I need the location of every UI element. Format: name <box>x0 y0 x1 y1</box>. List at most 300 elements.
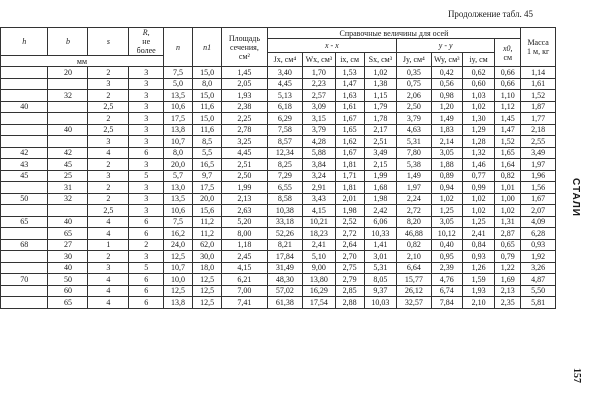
table-cell: 12,5 <box>193 297 222 309</box>
header-row-1 <box>1 28 556 39</box>
table-row <box>1 239 556 251</box>
table-cell: 5,31 <box>364 262 396 274</box>
area-header-line1: Площадь <box>228 33 261 43</box>
table-cell: 1,41 <box>364 239 396 251</box>
table-cell: 45 <box>1 170 48 182</box>
table-row <box>1 262 556 274</box>
table-cell: 1,92 <box>521 251 556 263</box>
table-cell: 1,29 <box>462 124 494 136</box>
area-header <box>222 28 267 67</box>
table-cell: 13,80 <box>303 274 335 286</box>
table-row <box>1 193 556 205</box>
table-cell <box>48 136 88 148</box>
table-cell: 40 <box>48 124 88 136</box>
table-cell: 1,97 <box>521 159 556 171</box>
table-cell: 1,98 <box>364 193 396 205</box>
table-cell: 2 <box>88 67 129 79</box>
table-cell: 65 <box>1 216 48 228</box>
table-cell: 8,05 <box>364 274 396 286</box>
table-cell: 6,64 <box>397 262 432 274</box>
table-cell: 3,49 <box>521 147 556 159</box>
table-cell: 7,5 <box>163 67 192 79</box>
table-cell: 6,06 <box>364 216 396 228</box>
table-cell: 1,70 <box>303 67 335 79</box>
table-cell: 1,15 <box>364 90 396 102</box>
table-cell: 20,0 <box>193 193 222 205</box>
table-cell: 0,82 <box>397 239 432 251</box>
table-cell: 3,25 <box>222 136 267 148</box>
r-header-line1: R, <box>142 28 150 37</box>
table-cell: 62,0 <box>193 239 222 251</box>
table-cell: 0,99 <box>462 182 494 194</box>
table-cell: 0,84 <box>462 239 494 251</box>
table-cell: 2,01 <box>335 193 364 205</box>
table-cell: 0,94 <box>431 182 462 194</box>
table-cell: 3 <box>129 124 164 136</box>
table-cell <box>1 297 48 309</box>
table-cell: 45 <box>48 159 88 171</box>
table-cell: 2,52 <box>335 216 364 228</box>
table-cell: 32,57 <box>397 297 432 309</box>
table-cell: 1,22 <box>495 262 521 274</box>
table-row <box>1 78 556 90</box>
table-cell: 2,42 <box>364 205 396 217</box>
table-cell: 48,30 <box>267 274 303 286</box>
table-cell: 0,42 <box>431 67 462 79</box>
table-cell: 10,0 <box>163 274 192 286</box>
table-cell: 43 <box>1 159 48 171</box>
table-cell: 8,0 <box>163 147 192 159</box>
table-cell: 2,51 <box>222 159 267 171</box>
table-cell: 57,02 <box>267 285 303 297</box>
table-cell: 8,0 <box>193 78 222 90</box>
table-cell: 3 <box>129 205 164 217</box>
r-header-line3: более <box>136 46 156 55</box>
table-cell: 5,81 <box>521 297 556 309</box>
table-cell: 2,17 <box>364 124 396 136</box>
table-cell: 2,50 <box>222 170 267 182</box>
table-cell: 60 <box>48 285 88 297</box>
table-cell: 61,38 <box>267 297 303 309</box>
table-cell: 10,7 <box>163 262 192 274</box>
table-cell: 3,01 <box>364 251 396 263</box>
table-cell: 20,0 <box>163 159 192 171</box>
table-cell: 1,25 <box>462 216 494 228</box>
table-cell: 4 <box>88 147 129 159</box>
table-cell: 17,5 <box>193 182 222 194</box>
table-cell: 1,12 <box>495 101 521 113</box>
table-row <box>1 182 556 194</box>
table-cell: 1,67 <box>335 147 364 159</box>
table-cell: 1 <box>88 239 129 251</box>
table-cell: 32 <box>48 90 88 102</box>
n1-header: n1 <box>193 28 222 67</box>
table-cell: 6 <box>129 147 164 159</box>
table-cell: 2,5 <box>88 101 129 113</box>
table-cell: 3,26 <box>521 262 556 274</box>
table-cell: 0,75 <box>397 78 432 90</box>
table-cell: 1,02 <box>431 193 462 205</box>
table-cell: 5 <box>129 170 164 182</box>
table-cell <box>1 285 48 297</box>
wy-header: Wy, см³ <box>431 53 462 67</box>
table-cell: 12,5 <box>193 274 222 286</box>
table-cell: 1,69 <box>495 274 521 286</box>
table-cell: 2,24 <box>397 193 432 205</box>
table-cell: 4,28 <box>303 136 335 148</box>
table-cell: 2,64 <box>335 239 364 251</box>
table-cell: 2,39 <box>431 262 462 274</box>
table-cell: 3,40 <box>267 67 303 79</box>
table-cell: 65 <box>48 297 88 309</box>
table-cell: 16,29 <box>303 285 335 297</box>
table-cell: 10,6 <box>163 205 192 217</box>
table-cell: 2 <box>88 251 129 263</box>
table-cell: 3 <box>88 262 129 274</box>
table-cell: 5,7 <box>163 170 192 182</box>
table-cell: 2,57 <box>303 90 335 102</box>
table-cell: 1,02 <box>462 205 494 217</box>
table-cell: 2,70 <box>335 251 364 263</box>
table-cell: 1,45 <box>222 67 267 79</box>
table-row <box>1 136 556 148</box>
table-cell: 13,8 <box>163 124 192 136</box>
table-cell: 5,31 <box>397 136 432 148</box>
table-cell: 5,13 <box>267 90 303 102</box>
table-cell: 2 <box>88 193 129 205</box>
table-cell: 2,07 <box>521 205 556 217</box>
table-cell: 11,6 <box>193 101 222 113</box>
table-cell: 4,09 <box>521 216 556 228</box>
table-cell: 26,12 <box>397 285 432 297</box>
table-cell: 2,10 <box>462 297 494 309</box>
table-cell: 1,14 <box>521 67 556 79</box>
table-cell: 4 <box>88 216 129 228</box>
n-header: n <box>163 28 192 67</box>
table-cell: 2 <box>129 239 164 251</box>
page-number: 157 <box>571 368 582 383</box>
table-cell: 2,87 <box>495 228 521 240</box>
table-cell: 1,32 <box>462 147 494 159</box>
table-cell: 2,88 <box>335 297 364 309</box>
table-cell: 17,5 <box>163 113 192 125</box>
table-cell: 1,79 <box>364 101 396 113</box>
table-cell: 1,53 <box>335 67 364 79</box>
table-cell: 0,98 <box>431 90 462 102</box>
table-row <box>1 251 556 263</box>
table-cell: 11,2 <box>193 228 222 240</box>
area-header-line2: сечения, <box>230 42 259 52</box>
table-cell: 3 <box>129 251 164 263</box>
table-row <box>1 147 556 159</box>
table-cell <box>1 136 48 148</box>
b-header: b <box>48 28 88 56</box>
table-cell: 1,68 <box>364 182 396 194</box>
table-cell <box>1 78 48 90</box>
xx-axis-header: x - x <box>267 39 397 53</box>
x0-header <box>495 39 521 67</box>
table-cell: 8,21 <box>267 239 303 251</box>
table-cell: 31,49 <box>267 262 303 274</box>
table-cell: 11,2 <box>193 216 222 228</box>
reference-header: Справочные величины для осей <box>267 28 521 39</box>
table-cell: 9,00 <box>303 262 335 274</box>
table-cell: 3,79 <box>397 113 432 125</box>
table-cell: 3,09 <box>303 101 335 113</box>
table-cell: 2,91 <box>303 182 335 194</box>
table-cell: 6,28 <box>521 228 556 240</box>
table-cell: 0,40 <box>431 239 462 251</box>
table-cell: 1,63 <box>335 90 364 102</box>
table-cell: 10,6 <box>163 101 192 113</box>
mass-header <box>521 28 556 67</box>
table-cell: 1,93 <box>462 285 494 297</box>
table-row <box>1 113 556 125</box>
table-cell: 3,15 <box>303 113 335 125</box>
table-cell: 4,87 <box>521 274 556 286</box>
table-cell: 1,71 <box>335 170 364 182</box>
table-cell: 65 <box>48 228 88 240</box>
table-cell: 1,88 <box>431 159 462 171</box>
table-cell: 1,31 <box>495 216 521 228</box>
table-cell: 5,20 <box>222 216 267 228</box>
table-cell: 6,74 <box>431 285 462 297</box>
table-cell: 2,05 <box>222 78 267 90</box>
table-cell: 11,6 <box>193 124 222 136</box>
table-cell: 1,52 <box>521 90 556 102</box>
table-cell: 16,5 <box>193 159 222 171</box>
table-cell: 3 <box>129 113 164 125</box>
table-cell: 4 <box>88 285 129 297</box>
table-cell: 3 <box>129 67 164 79</box>
table-cell: 10,21 <box>303 216 335 228</box>
table-cell: 2,72 <box>335 228 364 240</box>
x0-header-line2: см <box>503 52 513 62</box>
table-cell: 2,10 <box>397 251 432 263</box>
table-cell: 3,05 <box>431 147 462 159</box>
table-cell: 1,02 <box>364 67 396 79</box>
table-cell: 15,0 <box>193 90 222 102</box>
table-cell: 68 <box>1 239 48 251</box>
table-cell: 6 <box>129 228 164 240</box>
table-cell <box>1 228 48 240</box>
table-cell: 0,95 <box>431 251 462 263</box>
mass-header-line1: Масса <box>527 38 549 47</box>
table-cell <box>48 101 88 113</box>
table-cell: 1,99 <box>222 182 267 194</box>
table-row <box>1 285 556 297</box>
table-cell: 2,06 <box>397 90 432 102</box>
table-cell: 1,65 <box>335 124 364 136</box>
table-cell: 1,62 <box>335 136 364 148</box>
table-cell: 17,84 <box>267 251 303 263</box>
table-cell <box>48 113 88 125</box>
table-cell: 10,38 <box>267 205 303 217</box>
table-cell: 4 <box>88 274 129 286</box>
table-cell <box>1 124 48 136</box>
table-cell: 70 <box>1 274 48 286</box>
table-cell: 1,38 <box>364 78 396 90</box>
table-cell <box>1 67 48 79</box>
table-cell: 6,18 <box>267 101 303 113</box>
table-row <box>1 228 556 240</box>
table-cell: 2,72 <box>397 205 432 217</box>
table-cell: 15,6 <box>193 205 222 217</box>
profile-table <box>0 27 556 309</box>
table-cell: 8,5 <box>193 136 222 148</box>
table-cell: 1,65 <box>495 147 521 159</box>
table-cell: 6 <box>129 216 164 228</box>
table-cell: 3 <box>88 170 129 182</box>
table-cell: 1,10 <box>495 90 521 102</box>
table-row <box>1 67 556 79</box>
table-cell: 7,00 <box>222 285 267 297</box>
table-cell: 24,0 <box>163 239 192 251</box>
table-cell: 8,58 <box>267 193 303 205</box>
table-cell: 6 <box>129 274 164 286</box>
table-cell: 2,38 <box>222 101 267 113</box>
table-cell: 10,33 <box>364 228 396 240</box>
table-cell: 7,84 <box>431 297 462 309</box>
table-cell: 2,85 <box>335 285 364 297</box>
table-cell: 8,57 <box>267 136 303 148</box>
table-cell: 1,49 <box>431 113 462 125</box>
table-cell: 2,41 <box>462 228 494 240</box>
table-cell: 1,18 <box>222 239 267 251</box>
table-cell: 4,15 <box>222 262 267 274</box>
table-cell: 2,55 <box>521 136 556 148</box>
table-cell: 2,13 <box>495 285 521 297</box>
area-header-line3: см² <box>238 51 250 61</box>
table-cell: 4,45 <box>267 78 303 90</box>
table-cell: 5,50 <box>521 285 556 297</box>
table-row <box>1 297 556 309</box>
table-cell: 8,00 <box>222 228 267 240</box>
table-cell: 15,0 <box>193 113 222 125</box>
table-cell: 2 <box>88 90 129 102</box>
mass-header-line2: 1 м, кг <box>527 47 550 56</box>
table-cell: 4,45 <box>222 147 267 159</box>
table-cell: 3 <box>129 182 164 194</box>
table-body <box>1 67 556 309</box>
table-cell: 1,26 <box>462 262 494 274</box>
table-cell <box>48 205 88 217</box>
table-cell: 5,10 <box>303 251 335 263</box>
table-cell: 42 <box>48 147 88 159</box>
table-cell: 6,55 <box>267 182 303 194</box>
table-cell: 3 <box>129 159 164 171</box>
table-cell: 3,79 <box>303 124 335 136</box>
table-cell: 18,23 <box>303 228 335 240</box>
table-cell: 1,02 <box>462 101 494 113</box>
table-cell: 20 <box>48 67 88 79</box>
table-cell: 2,5 <box>88 124 129 136</box>
table-cell: 0,56 <box>431 78 462 90</box>
table-cell: 1,67 <box>521 193 556 205</box>
table-cell: 30 <box>48 251 88 263</box>
table-cell: 0,60 <box>462 78 494 90</box>
table-cell: 9,37 <box>364 285 396 297</box>
table-cell: 2,41 <box>303 239 335 251</box>
table-cell: 1,77 <box>521 113 556 125</box>
h-header: h <box>1 28 48 56</box>
table-cell <box>1 113 48 125</box>
table-cell: 1,20 <box>431 101 462 113</box>
table-cell: 2,63 <box>222 205 267 217</box>
table-cell: 8,25 <box>267 159 303 171</box>
table-cell: 5,38 <box>397 159 432 171</box>
table-cell: 1,61 <box>335 101 364 113</box>
table-cell: 1,96 <box>521 170 556 182</box>
jy-header: Jy, см⁴ <box>397 53 432 67</box>
table-cell: 12,34 <box>267 147 303 159</box>
table-cell: 4,15 <box>303 205 335 217</box>
section-side-label: СТАЛИ <box>570 178 581 217</box>
table-cell: 0,79 <box>495 251 521 263</box>
table-cell: 25 <box>48 170 88 182</box>
table-cell: 2,13 <box>222 193 267 205</box>
table-cell: 10,7 <box>163 136 192 148</box>
table-cell: 31 <box>48 182 88 194</box>
table-cell: 0,66 <box>495 67 521 79</box>
table-cell: 6,29 <box>267 113 303 125</box>
table-cell: 13,5 <box>163 90 192 102</box>
table-cell: 1,93 <box>222 90 267 102</box>
table-cell: 2,79 <box>335 274 364 286</box>
sx-header: Sx, см³ <box>364 53 396 67</box>
table-cell: 5,5 <box>193 147 222 159</box>
table-cell <box>1 262 48 274</box>
table-cell: 8,20 <box>397 216 432 228</box>
table-cell: 1,03 <box>462 90 494 102</box>
table-cell: 27 <box>48 239 88 251</box>
table-cell: 7,58 <box>267 124 303 136</box>
table-cell: 1,61 <box>521 78 556 90</box>
table-cell <box>1 251 48 263</box>
table-cell: 5,0 <box>163 78 192 90</box>
table-cell: 1,59 <box>462 274 494 286</box>
table-cell: 40 <box>48 216 88 228</box>
table-cell: 5,88 <box>303 147 335 159</box>
table-cell: 13,5 <box>163 193 192 205</box>
table-cell: 3,05 <box>431 216 462 228</box>
table-cell: 4,63 <box>397 124 432 136</box>
table-cell: 2 <box>88 113 129 125</box>
table-cell: 0,35 <box>397 67 432 79</box>
r-header-line2: не <box>142 37 151 46</box>
table-cell: 2,15 <box>364 159 396 171</box>
table-cell: 12,5 <box>193 285 222 297</box>
table-cell: 1,02 <box>495 205 521 217</box>
table-cell: 10,03 <box>364 297 396 309</box>
r-header <box>129 28 164 56</box>
table-cell: 46,88 <box>397 228 432 240</box>
table-cell: 2,14 <box>431 136 462 148</box>
table-cell: 2 <box>88 182 129 194</box>
table-cell: 5 <box>129 262 164 274</box>
table-cell <box>1 182 48 194</box>
table-cell: 15,77 <box>397 274 432 286</box>
table-cell: 3,49 <box>364 147 396 159</box>
table-cell: 6 <box>129 285 164 297</box>
table-cell: 1,78 <box>364 113 396 125</box>
table-cell: 2 <box>88 159 129 171</box>
table-cell: 17,54 <box>303 297 335 309</box>
table-row <box>1 90 556 102</box>
iy-header: iy, см <box>462 53 494 67</box>
table-cell: 42 <box>1 147 48 159</box>
table-cell: 0,62 <box>462 67 494 79</box>
